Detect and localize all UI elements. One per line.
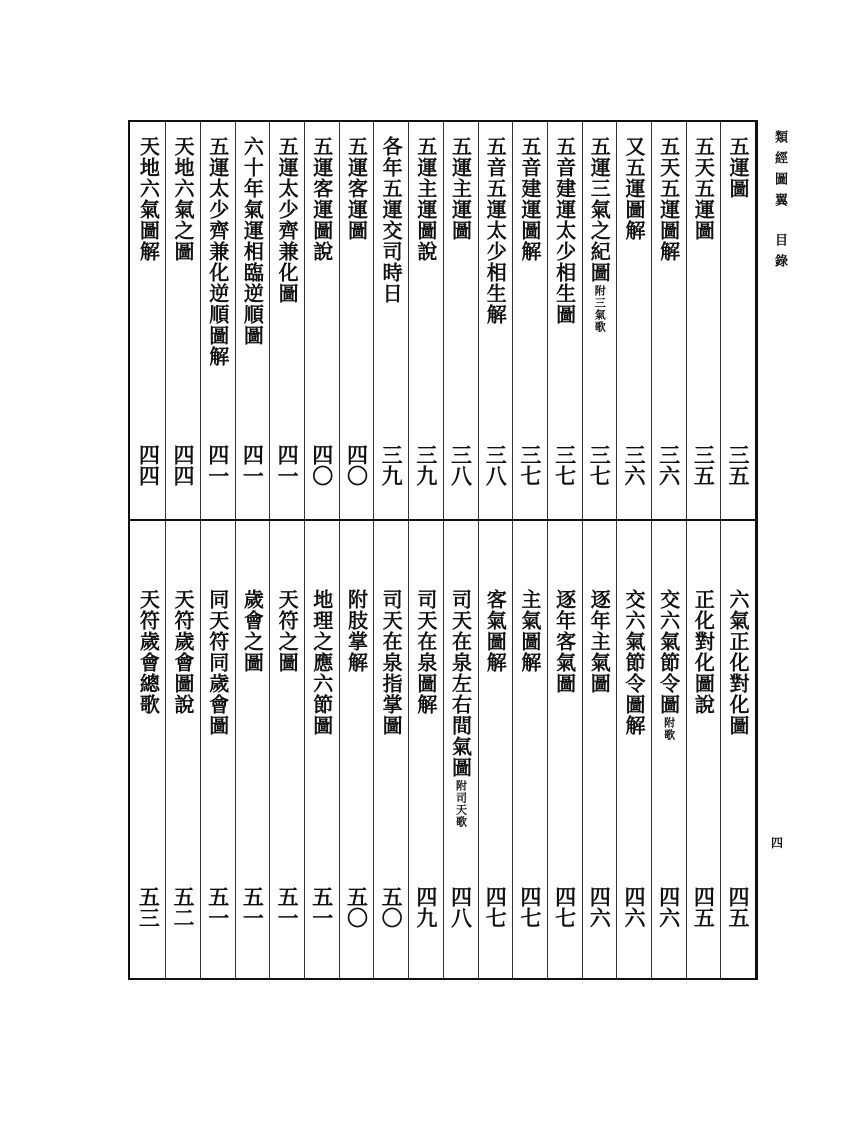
toc-entry[interactable] bbox=[651, 521, 686, 978]
toc-entry[interactable] bbox=[200, 521, 235, 978]
entry-title bbox=[276, 136, 298, 304]
entry-page-number: 五〇 bbox=[379, 886, 405, 928]
entry-title bbox=[727, 136, 749, 199]
entry-title bbox=[658, 589, 680, 741]
toc-upper-register bbox=[130, 122, 755, 521]
toc-entry[interactable] bbox=[512, 122, 547, 519]
entry-title bbox=[276, 589, 298, 673]
entry-title bbox=[207, 136, 229, 367]
toc-entry[interactable] bbox=[616, 122, 651, 519]
entry-page-number: 五一 bbox=[205, 886, 231, 928]
entry-title bbox=[484, 136, 506, 325]
toc-entry[interactable] bbox=[616, 521, 651, 978]
toc-entry[interactable] bbox=[547, 521, 582, 978]
entry-title-text: 五運太少齊兼化圖 bbox=[275, 136, 300, 304]
entry-page-number: 四六 bbox=[587, 886, 613, 928]
entry-page-number: 四六 bbox=[656, 886, 682, 928]
entry-title bbox=[311, 589, 333, 736]
entry-page-number: 三七 bbox=[517, 444, 543, 486]
entry-note: 附歌 bbox=[662, 717, 676, 741]
running-header bbox=[770, 130, 789, 275]
entry-title-text: 又五運圖解 bbox=[621, 136, 646, 241]
entry-title bbox=[207, 589, 229, 736]
toc-entry[interactable] bbox=[686, 521, 721, 978]
toc-entry[interactable] bbox=[304, 122, 339, 519]
entry-title-text: 天地六氣之圖 bbox=[171, 136, 195, 262]
entry-title-text: 五運圖 bbox=[726, 136, 750, 199]
entry-page-number: 五一 bbox=[240, 886, 266, 928]
entry-page-number: 三八 bbox=[448, 444, 474, 486]
entry-title-text: 司天在泉指掌圖 bbox=[379, 589, 404, 736]
toc-entry[interactable] bbox=[720, 521, 755, 978]
entry-title-text: 天符歲會圖說 bbox=[171, 589, 195, 715]
toc-entry[interactable] bbox=[269, 521, 304, 978]
entry-title-text: 六氣正化對化圖 bbox=[726, 589, 750, 736]
entry-title bbox=[519, 136, 541, 262]
entry-title-text: 地理之應六節圖 bbox=[309, 589, 334, 736]
entry-page-number: 四八 bbox=[448, 886, 474, 928]
entry-title bbox=[380, 589, 402, 736]
entry-page-number: 四一 bbox=[240, 444, 266, 486]
entry-page-number: 四一 bbox=[205, 444, 231, 486]
entry-title-text: 客氣圖解 bbox=[483, 589, 508, 673]
toc-entry[interactable] bbox=[165, 122, 200, 519]
entry-title-text: 主氣圖解 bbox=[517, 589, 542, 673]
entry-title-text: 逐年客氣圖 bbox=[552, 589, 577, 694]
entry-note: 附三氣歌 bbox=[593, 285, 607, 333]
toc-entry[interactable] bbox=[478, 122, 513, 519]
entry-page-number: 五一 bbox=[309, 886, 335, 928]
toc-entry[interactable] bbox=[582, 122, 617, 519]
entry-title bbox=[484, 589, 506, 673]
entry-title bbox=[311, 136, 333, 262]
toc-entry[interactable] bbox=[131, 521, 166, 978]
entry-title-text: 五運主運圖 bbox=[448, 136, 473, 241]
entry-title-text: 五運客運圖說 bbox=[309, 136, 334, 262]
book-title: 類經圖翼 bbox=[772, 130, 787, 214]
entry-title bbox=[554, 136, 576, 325]
entry-title bbox=[692, 589, 714, 715]
entry-title bbox=[623, 136, 645, 241]
entry-title bbox=[623, 589, 645, 736]
entry-title-text: 同天符同歲會圖 bbox=[205, 589, 230, 736]
toc-entry[interactable] bbox=[408, 521, 443, 978]
entry-page-number: 四九 bbox=[413, 886, 439, 928]
entry-title bbox=[345, 136, 367, 241]
entry-title bbox=[241, 136, 263, 346]
toc-entry[interactable] bbox=[651, 122, 686, 519]
toc-entry[interactable] bbox=[235, 122, 270, 519]
entry-title-text: 司天在泉左右間氣圖 bbox=[448, 589, 473, 778]
entry-title bbox=[345, 589, 367, 673]
entry-title bbox=[658, 136, 680, 262]
entry-title-text: 天符之圖 bbox=[275, 589, 300, 673]
toc-entry[interactable] bbox=[235, 521, 270, 978]
entry-page-number: 五一 bbox=[275, 886, 301, 928]
entry-page-number: 四〇 bbox=[344, 444, 370, 486]
entry-title bbox=[137, 589, 159, 715]
entry-title-text: 五運客運圖 bbox=[344, 136, 369, 241]
toc-lower-register bbox=[130, 521, 755, 978]
entry-title-text: 五天五運圖 bbox=[691, 136, 716, 241]
entry-title-text: 司天在泉圖解 bbox=[413, 589, 438, 715]
entry-page-number: 三七 bbox=[552, 444, 578, 486]
toc-entry[interactable] bbox=[339, 122, 374, 519]
entry-title bbox=[587, 136, 612, 333]
entry-title bbox=[588, 589, 610, 694]
entry-title bbox=[450, 136, 472, 241]
entry-title-text: 五音五運太少相生解 bbox=[483, 136, 508, 325]
entry-title bbox=[172, 589, 194, 715]
toc-entry[interactable] bbox=[478, 521, 513, 978]
entry-title-text: 附肢掌解 bbox=[344, 589, 369, 673]
entry-title-text: 天符歲會總歌 bbox=[136, 589, 161, 715]
entry-title bbox=[727, 589, 749, 736]
entry-title bbox=[450, 589, 472, 828]
entry-page-number: 三七 bbox=[587, 444, 613, 486]
entry-page-number: 四七 bbox=[483, 886, 509, 928]
entry-title bbox=[519, 589, 541, 673]
entry-page-number: 五〇 bbox=[344, 886, 370, 928]
toc-entry[interactable] bbox=[165, 521, 200, 978]
page-number: 四 bbox=[771, 836, 784, 850]
entry-page-number: 四四 bbox=[171, 444, 196, 486]
toc-entry[interactable] bbox=[373, 521, 408, 978]
toc-entry[interactable] bbox=[547, 122, 582, 519]
entry-page-number: 五三 bbox=[136, 886, 162, 928]
entry-title bbox=[415, 589, 437, 715]
entry-page-number: 三九 bbox=[413, 444, 439, 486]
entry-page-number: 四一 bbox=[275, 444, 301, 486]
entry-page-number: 四五 bbox=[691, 886, 717, 928]
entry-page-number: 四四 bbox=[136, 444, 162, 486]
toc-entry[interactable] bbox=[304, 521, 339, 978]
entry-title-text: 逐年主氣圖 bbox=[587, 589, 612, 694]
entry-title bbox=[380, 136, 402, 304]
toc-entry[interactable] bbox=[582, 521, 617, 978]
entry-page-number: 四七 bbox=[517, 886, 543, 928]
entry-title bbox=[415, 136, 437, 262]
entry-title-text: 五音建運圖解 bbox=[517, 136, 542, 262]
entry-page-number: 五二 bbox=[171, 886, 196, 928]
toc-entry[interactable] bbox=[200, 122, 235, 519]
toc-entry[interactable] bbox=[512, 521, 547, 978]
entry-title-text: 歲會之圖 bbox=[240, 589, 265, 673]
entry-title-text: 五運三氣之紀圖 bbox=[587, 136, 612, 283]
entry-page-number: 三五 bbox=[691, 444, 717, 486]
table-of-contents bbox=[128, 120, 758, 980]
entry-page-number: 四五 bbox=[726, 886, 751, 928]
entry-title bbox=[554, 589, 576, 694]
entry-page-number: 四〇 bbox=[309, 444, 335, 486]
entry-page-number: 四七 bbox=[552, 886, 578, 928]
entry-title-text: 各年五運交司時日 bbox=[379, 136, 404, 304]
entry-page-number: 四六 bbox=[621, 886, 647, 928]
entry-title-text: 五運太少齊兼化逆順圖解 bbox=[205, 136, 230, 367]
toc-entry[interactable] bbox=[269, 122, 304, 519]
entry-page-number: 三六 bbox=[656, 444, 682, 486]
entry-title-text: 交六氣節令圖解 bbox=[621, 589, 646, 736]
section-title: 目錄 bbox=[772, 232, 787, 275]
toc-entry[interactable] bbox=[373, 122, 408, 519]
entry-page-number: 三九 bbox=[379, 444, 405, 486]
toc-entry[interactable] bbox=[443, 122, 478, 519]
toc-entry[interactable] bbox=[686, 122, 721, 519]
entry-title-text: 正化對化圖說 bbox=[691, 589, 716, 715]
toc-entry[interactable] bbox=[131, 122, 166, 519]
entry-title-text: 天地六氣圖解 bbox=[136, 136, 161, 262]
entry-page-number: 三五 bbox=[726, 444, 751, 486]
entry-title-text: 五音建運太少相生圖 bbox=[552, 136, 577, 325]
entry-title bbox=[172, 136, 194, 262]
entry-page-number: 三六 bbox=[621, 444, 647, 486]
toc-entry[interactable] bbox=[443, 521, 478, 978]
entry-title-text: 六十年氣運相臨逆順圖 bbox=[240, 136, 265, 346]
entry-title-text: 五天五運圖解 bbox=[656, 136, 681, 262]
entry-title bbox=[137, 136, 159, 262]
entry-title-text: 交六氣節令圖 bbox=[656, 589, 681, 715]
entry-title-text: 五運主運圖說 bbox=[413, 136, 438, 262]
toc-entry[interactable] bbox=[408, 122, 443, 519]
entry-title bbox=[241, 589, 263, 673]
entry-note: 附司天歌 bbox=[454, 780, 468, 828]
entry-title bbox=[692, 136, 714, 241]
toc-entry[interactable] bbox=[720, 122, 755, 519]
entry-page-number: 三八 bbox=[483, 444, 509, 486]
toc-entry[interactable] bbox=[339, 521, 374, 978]
